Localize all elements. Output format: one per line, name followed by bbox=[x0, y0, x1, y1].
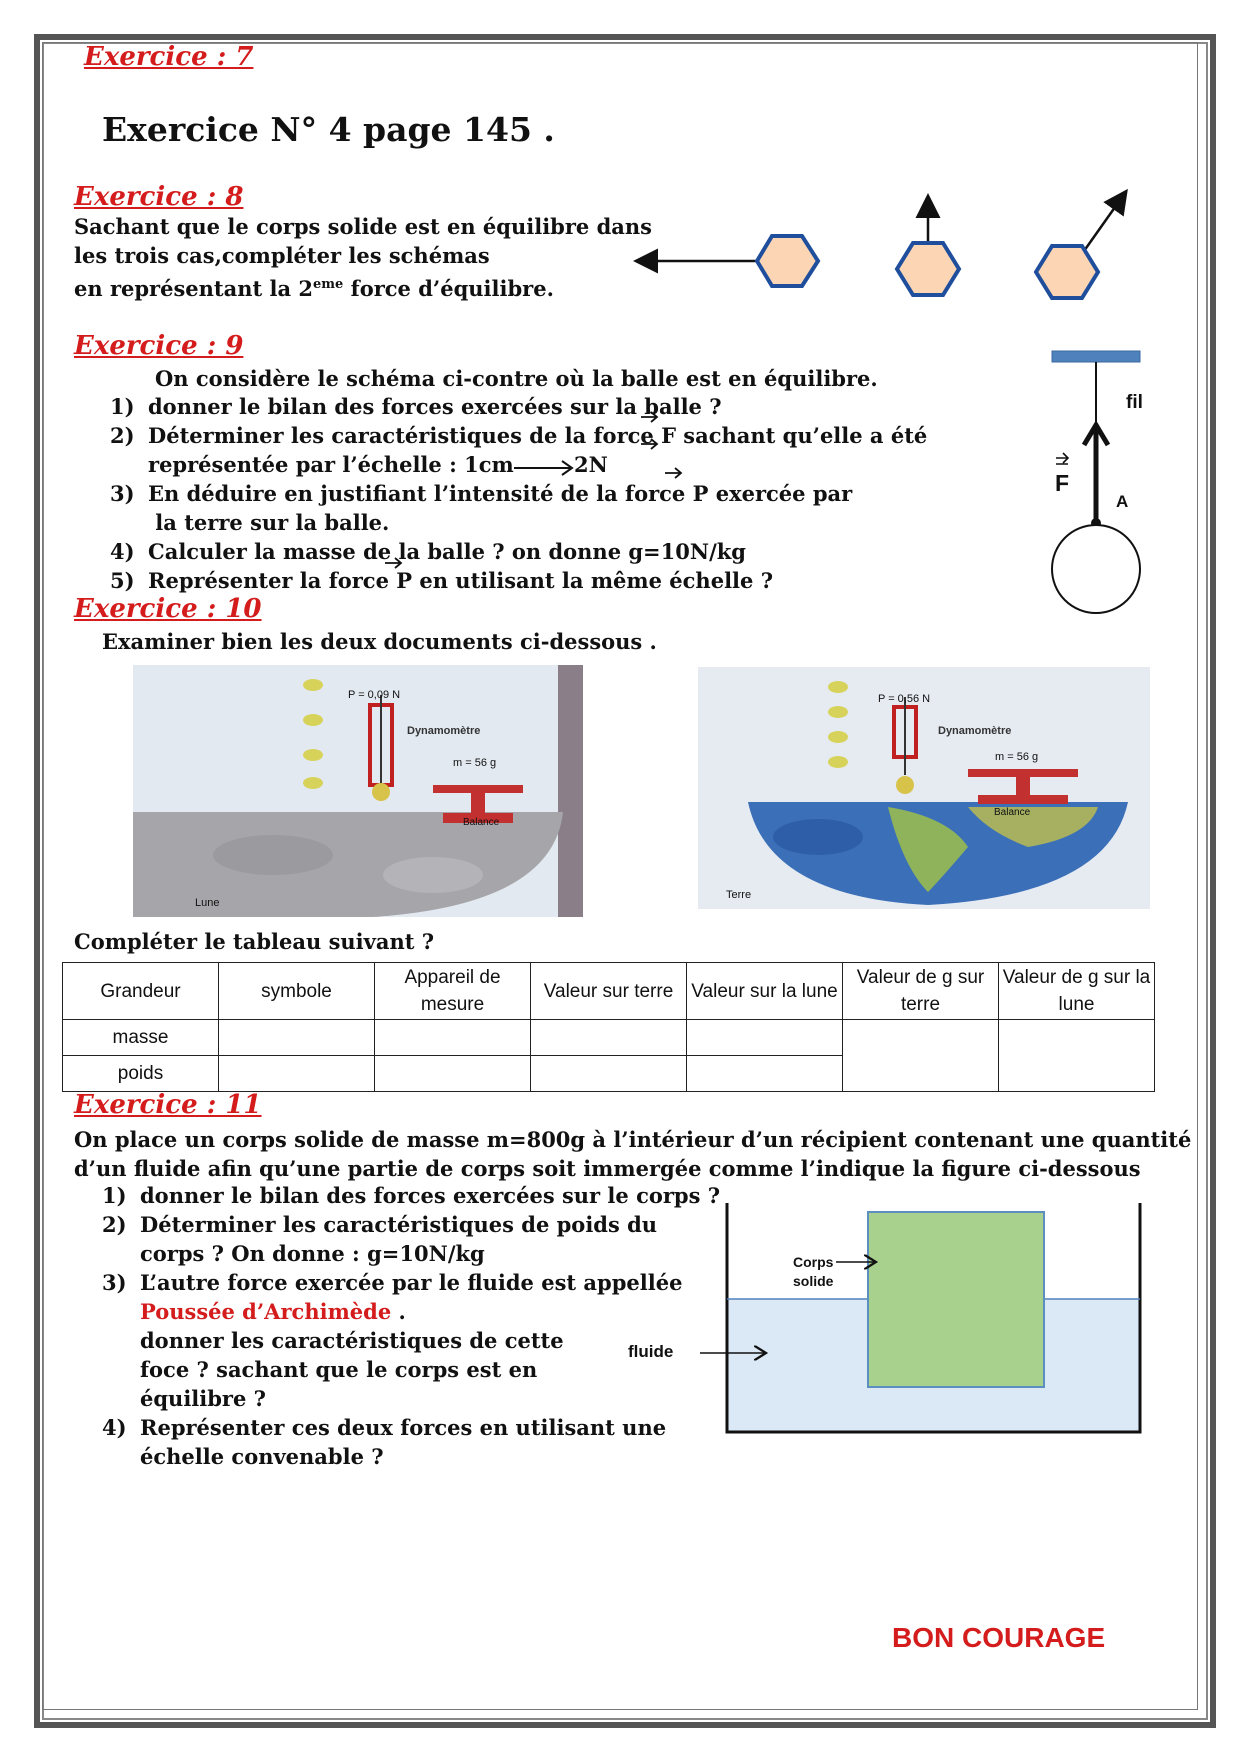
ex8-title: Exercice : 8 bbox=[74, 182, 244, 212]
moon-dyn-label: Dynamomètre bbox=[407, 725, 481, 737]
table-row bbox=[63, 1020, 1155, 1056]
table-header-cell: Valeur sur la lune bbox=[687, 963, 843, 1020]
ex11-item-3-red: Poussée d’Archimède . bbox=[140, 1299, 406, 1324]
ex11-intro1: On place un corps solide de masse m=800g à l’intérieur d’un récipient contenant une quantité bbox=[74, 1127, 1192, 1152]
table-cell-merged[interactable] bbox=[843, 1020, 999, 1092]
ex8-hexagon-1 bbox=[757, 236, 818, 286]
fig-fil-label: fil bbox=[1126, 392, 1143, 413]
table-header-cell: Valeur sur terre bbox=[531, 963, 687, 1020]
table-cell[interactable] bbox=[375, 1020, 531, 1056]
earth-p-label: P = 0,56 N bbox=[878, 693, 931, 705]
vector-arrow-icon bbox=[640, 410, 660, 424]
ex8-arrow-diagonal bbox=[1084, 193, 1125, 251]
ex8-line3a: en représentant la 2 bbox=[74, 276, 314, 301]
ex9-item-2b: représentée par l’échelle : 1cm bbox=[148, 452, 514, 477]
vector-arrow-icon bbox=[664, 466, 684, 480]
ex11-container-figure bbox=[620, 1195, 1150, 1450]
ex9-scale-arrow bbox=[512, 458, 576, 478]
table-cell[interactable] bbox=[531, 1056, 687, 1092]
ex11-item-3d: équilibre ? bbox=[140, 1386, 266, 1411]
table-header-cell: Valeur de g sur la lune bbox=[999, 963, 1155, 1020]
fig-F-label: F bbox=[1055, 470, 1070, 496]
ex10-intro: Examiner bien les deux documents ci-dessous . bbox=[102, 629, 657, 654]
ex8-line3b: force d’équilibre. bbox=[343, 276, 554, 301]
table-header-cell: Valeur de g sur terre bbox=[843, 963, 999, 1020]
ex9-item-1: 1) donner le bilan des forces exercées sur la balle ? bbox=[110, 394, 722, 419]
row-label-masse: masse bbox=[63, 1020, 219, 1056]
moon-bal-label: Balance bbox=[463, 817, 500, 828]
row-label-poids: poids bbox=[63, 1056, 219, 1092]
moon-p-label: P = 0,09 N bbox=[348, 689, 401, 701]
vector-arrow-icon bbox=[640, 437, 660, 451]
ex8-hexagon-3 bbox=[1036, 246, 1098, 298]
support-bar bbox=[1052, 351, 1140, 362]
table-cell[interactable] bbox=[219, 1020, 375, 1056]
table-header-cell: Grandeur bbox=[63, 963, 219, 1020]
ex8-line3sup: eme bbox=[313, 277, 344, 292]
ex9-title: Exercice : 9 bbox=[74, 331, 244, 361]
ex11-item-3: 3) L’autre force exercée par le fluide est appellée bbox=[102, 1270, 683, 1295]
table-cell[interactable] bbox=[687, 1056, 843, 1092]
table-header-cell: Appareil de mesure bbox=[375, 963, 531, 1020]
earth-m-label: m = 56 g bbox=[995, 751, 1039, 763]
ex7-heading: Exercice N° 4 page 145 . bbox=[102, 110, 555, 149]
earth-bal-label: Balance bbox=[994, 807, 1031, 818]
vector-arrow-icon bbox=[384, 556, 404, 570]
ex9-scale-value: 2N bbox=[574, 452, 608, 477]
ex8-line3 bbox=[74, 270, 554, 303]
ex9-item-2: 2) Déterminer les caractéristiques de la force F sachant qu’elle a été bbox=[110, 423, 928, 448]
table-cell[interactable] bbox=[375, 1056, 531, 1092]
ex11-item-4: 4) Représenter ces deux forces en utilisant une bbox=[102, 1415, 667, 1440]
ex10-table bbox=[62, 962, 1155, 1092]
earth-document-photo bbox=[698, 667, 1150, 909]
table-prompt: Compléter le tableau suivant ? bbox=[74, 929, 435, 954]
moon-place-label: Lune bbox=[195, 897, 220, 909]
earth-dyn-label: Dynamomètre bbox=[938, 725, 1012, 737]
ex9-intro: On considère le schéma ci-contre où la balle est en équilibre. bbox=[155, 366, 878, 391]
ex9-item-4: 4) Calculer la masse de la balle ? on donne g=10N/kg bbox=[110, 539, 746, 564]
ex11-item-3b: donner les caractéristiques de cette bbox=[140, 1328, 564, 1353]
ex11-item-4b: échelle convenable ? bbox=[140, 1444, 384, 1469]
fig-A-label: A bbox=[1116, 492, 1129, 511]
ex9-item-3: 3) En déduire en justifiant l’intensité de la force P exercée par bbox=[110, 481, 853, 506]
ball bbox=[1052, 525, 1140, 613]
moon-document-photo bbox=[133, 665, 583, 917]
table-cell[interactable] bbox=[687, 1020, 843, 1056]
ex11-item-3c: foce ? sachant que le corps est en bbox=[140, 1357, 538, 1382]
bon-courage: BON COURAGE bbox=[892, 1622, 1106, 1653]
ex11-intro2: d’un fluide afin qu’une partie de corps soit immergée comme l’indique la figure ci-dessous bbox=[74, 1156, 1141, 1181]
earth-place-label: Terre bbox=[726, 889, 752, 901]
ex8-line1: Sachant que le corps solide est en équilibre dans bbox=[74, 214, 652, 239]
solid-body bbox=[868, 1212, 1044, 1387]
ex11-item-2b: corps ? On donne : g=10N/kg bbox=[140, 1241, 485, 1266]
table-cell[interactable] bbox=[219, 1056, 375, 1092]
ex8-line2: les trois cas,compléter les schémas bbox=[74, 243, 490, 268]
ex8-hexagon-2 bbox=[897, 243, 959, 295]
table-cell[interactable] bbox=[531, 1020, 687, 1056]
ex7-title: Exercice : 7 bbox=[84, 42, 254, 72]
vector-arrow-icon bbox=[1056, 453, 1068, 464]
ex8-hexagons-figure bbox=[630, 185, 1150, 310]
table-header-row bbox=[63, 963, 1155, 1020]
table-cell-merged[interactable] bbox=[999, 1020, 1155, 1092]
ex11-item-2: 2) Déterminer les caractéristiques de poids du bbox=[102, 1212, 658, 1237]
ex11-item-1: 1) donner le bilan des forces exercées sur le corps ? bbox=[102, 1183, 721, 1208]
ex9-item-5: 5) Représenter la force P en utilisant la même échelle ? bbox=[110, 568, 773, 593]
ex11-title: Exercice : 11 bbox=[74, 1090, 262, 1120]
table-header-cell: symbole bbox=[219, 963, 375, 1020]
ex9-item-3b: la terre sur la balle. bbox=[148, 510, 390, 535]
fig-corps-label: Corps solide bbox=[793, 1254, 834, 1289]
moon-m-label: m = 56 g bbox=[453, 757, 497, 769]
fig-fluide-label: fluide bbox=[628, 1342, 674, 1361]
ex10-title: Exercice : 10 bbox=[74, 594, 262, 624]
